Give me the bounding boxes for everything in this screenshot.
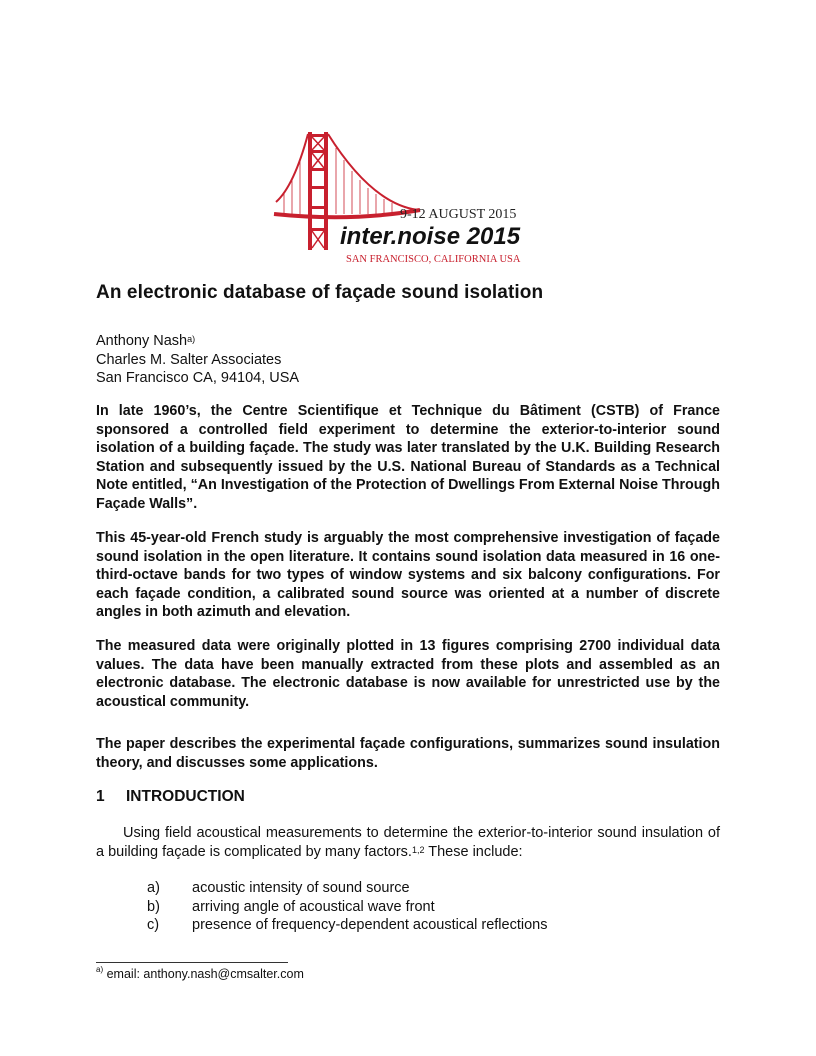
factor-list [147,879,547,935]
footnote [96,967,304,981]
list-text: acoustic intensity of sound source [192,880,410,896]
logo-date: 9-12 AUGUST 2015 [400,207,517,222]
author-name: Anthony Nash [96,333,188,349]
section-number: 1 [96,788,105,805]
list-marker: c) [147,917,160,933]
conference-logo [272,126,548,266]
list-text: arriving angle of acoustical wave front [192,898,435,915]
list-item [147,898,547,917]
author-affiliation: Charles M. Salter Associates [96,351,282,368]
list-item [147,879,547,898]
paper-title: An electronic database of façade sound isolation [96,282,544,303]
list-marker: a) [147,880,160,896]
list-text: presence of frequency-dependent acoustical reflections [192,917,548,933]
footnote-divider [96,962,288,963]
author-line [96,332,299,351]
author-footnote-mark: a) [187,334,196,344]
list-item [147,916,547,935]
intro-text: Using field acoustical measurements to determine the exterior-to-interior sound insulation of a building façade is complicated by many factors. [96,825,720,860]
abstract-paragraph: This 45-year-old French study is arguably the most comprehensive investigation of façade sound isolation in the open literature. It contains sound isolation data measured in 16 one-third-octave bands for two types of window systems and six balcony configurations. For each façade condition, a calibrated sound source was oriented at a number of discrete angles in both azimuth and elevation. [96,530,720,621]
list-marker: b) [147,898,160,915]
logo-brand: inter.noise 2015 [340,223,521,250]
section-title: INTRODUCTION [126,788,245,805]
footnote-email[interactable]: email: anthony.nash@cmsalter.com [103,967,304,981]
golden-gate-bridge-icon [272,126,548,266]
logo-location: SAN FRANCISCO, CALIFORNIA USA [346,254,521,265]
citation-refs: 1,2 [411,845,425,855]
abstract-paragraph: The paper describes the experimental façade configurations, summarizes sound insulation theory, and discusses some applications. [96,736,720,771]
author-address: San Francisco CA, 94104, USA [96,370,300,386]
abstract-paragraph: The measured data were originally plotted in 13 figures comprising 2700 individual data values. The data have been manually extracted from these plots and assembled as an electronic database. The electronic database is now available for unrestricted use by the acoustical community. [96,638,720,710]
intro-paragraph [96,824,720,862]
author-block [96,332,299,388]
intro-text-after: These include: [424,844,523,860]
footnote-mark: a) [96,965,104,974]
abstract-paragraph: In late 1960’s, the Centre Scientifique et Technique du Bâtiment (CSTB) of France sponsored a controlled field experiment to determine the exterior-to-interior sound isolation of a building façade. The study was later translated by the U.K. Building Research Station and subsequently issued by the U.S. National Bureau of Standards as a Technical Note entitled, “An Investigation of the Protection of Dwellings From External Noise Through Façade Walls”. [96,403,720,512]
section-heading [96,788,245,806]
